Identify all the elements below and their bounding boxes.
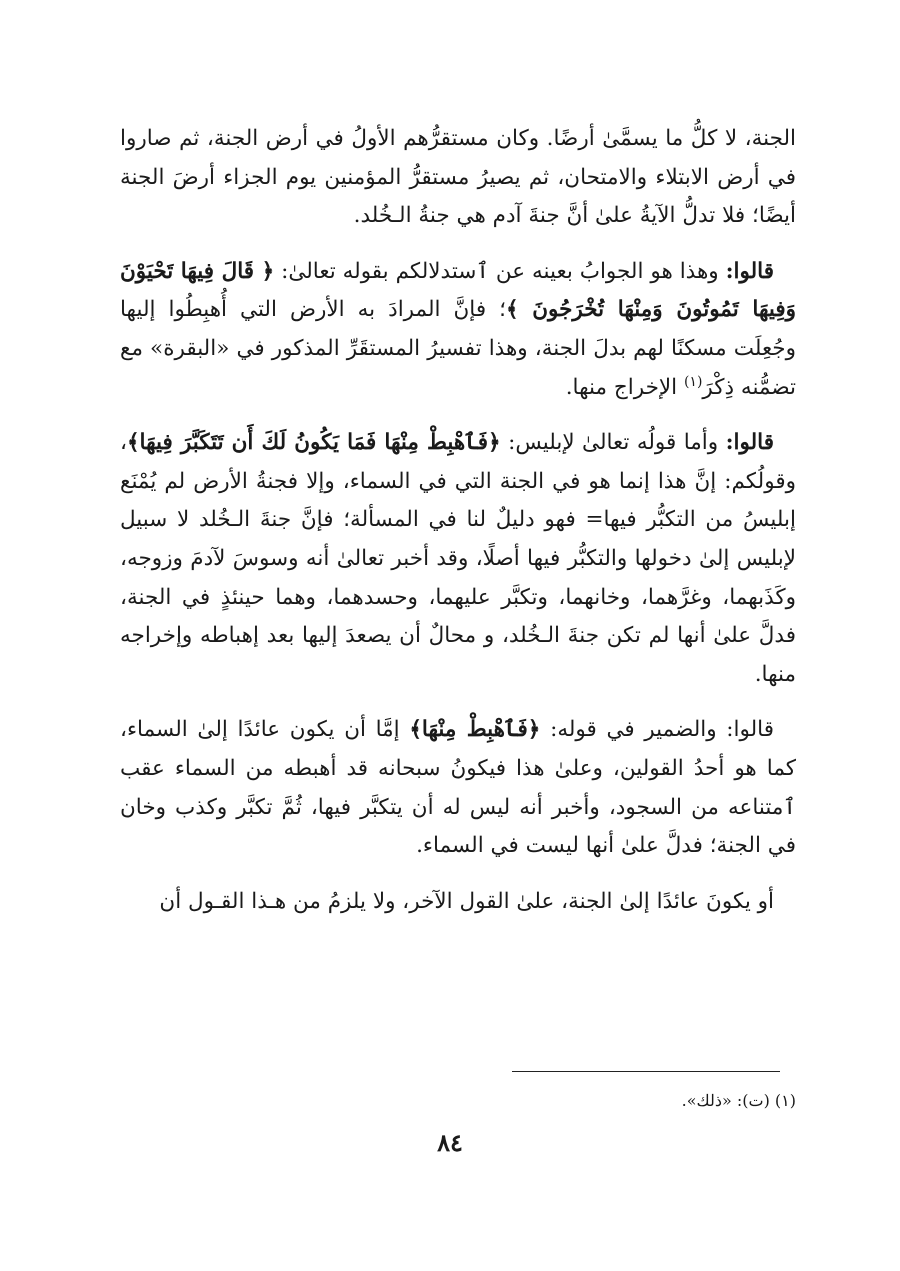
paragraph-1 [120,120,796,236]
page-number: ٨٤ [437,1128,463,1157]
paragraph-text: أو يكونَ عائدًا إلىٰ الجنة، علىٰ القول الآخر، ولا يلزمُ من هـذا القـول أن [159,888,774,914]
paragraph-text: وأما قولُه تعالىٰ لإبليس: [500,430,726,456]
quran-verse: ﴿ قَالَ فِيهَا تَحْيَوْنَ وَفِيهَا تَمُوتُونَ وَمِنْهَا تُخْرَجُونَ ﴾ [120,258,796,323]
paragraph-2 [120,253,796,407]
paragraph-text: قالوا: والضمير في قوله: [540,717,774,743]
footnote-divider [512,1071,780,1072]
paragraph-text: إمَّا أن يكون عائدًا إلىٰ السماء، كما هو أحدُ القولين، وعلىٰ هذا فيكونُ سبحانه قد أهبطه من السماء عقب ٱمتناعه من السجود، وأخبر أنه ليس له أن يتكبَّر فيها، ثُمَّ تكبَّر وكذب وخان في الجنة؛ فدلَّ علىٰ أنها ليست في السماء. [120,717,796,859]
quran-verse: ﴿فَٱهْبِطْ مِنْهَا﴾ [409,717,541,743]
footnote-reference[interactable]: (١) [683,373,703,390]
paragraph-text: ؛ فإنَّ المرادَ به الأرض التي أُهبِطُوا إليها وجُعِلَت مسكنًا لهم بدلَ الجنة، وهذا تفسيرُ المستقَرِّ المذكور في «البقرة» مع تضمُّنه ذِكْرَ [120,297,796,400]
quran-verse: ﴿فَٱهْبِطْ مِنْهَا فَمَا يَكُونُ لَكَ أَن تَتَكَبَّرَ فِيهَا﴾ [126,430,501,456]
paragraph-5 [120,883,796,922]
paragraph-lead: قالوا: [725,258,774,284]
paragraph-lead: قالوا: [725,430,774,456]
paragraph-4 [120,711,796,865]
paragraph-text: وهذا هو الجوابُ بعينه عن ٱستدلالكم بقوله تعالىٰ: [274,258,726,284]
paragraph-text: الإخراج منها. [565,374,684,400]
paragraph-text: الجنة، لا كلُّ ما يسمَّىٰ أرضًا. وكان مستقرُّهم الأولُ في أرض الجنة، ثم صاروا في أرض الابتلاء والامتحان، ثم يصيرُ مستقرُّ المؤمنين يوم الجزاء أرضَ الجنة أيضًا؛ فلا تدلُّ الآيةُ علىٰ أنَّ جنةَ آدم هي جنةُ الـخُلد. [120,126,796,229]
paragraph-text: ، وقولُكم: إنَّ هذا إنما هو في الجنة التي في السماء، وإلا فجنةُ الأرض لم يُمْنَع إبليسُ من التكبُّر فيها= فهو دليلٌ لنا في المسألة؛ فإنَّ جنةَ الـخُلد لا سبيل لإبليس إلىٰ دخولها والتكبُّر فيها أصلًا، وقد أخبر تعالىٰ أنه وسوسَ لآدمَ وزوجه، وكَذَبهما، وغرَّهما، وخانهما، وتكبَّر عليهما، وحسدهما، وهما حينئذٍ في الجنة، فدلَّ علىٰ أنها لم تكن جنةَ الـخُلد، و محالٌ أن يصعدَ إليها بعد إهباطه وإخراجه منها. [120,430,796,687]
main-text [120,120,796,938]
paragraph-3 [120,424,796,694]
footnote: (١) (ت): «ذلك». [681,1091,796,1110]
